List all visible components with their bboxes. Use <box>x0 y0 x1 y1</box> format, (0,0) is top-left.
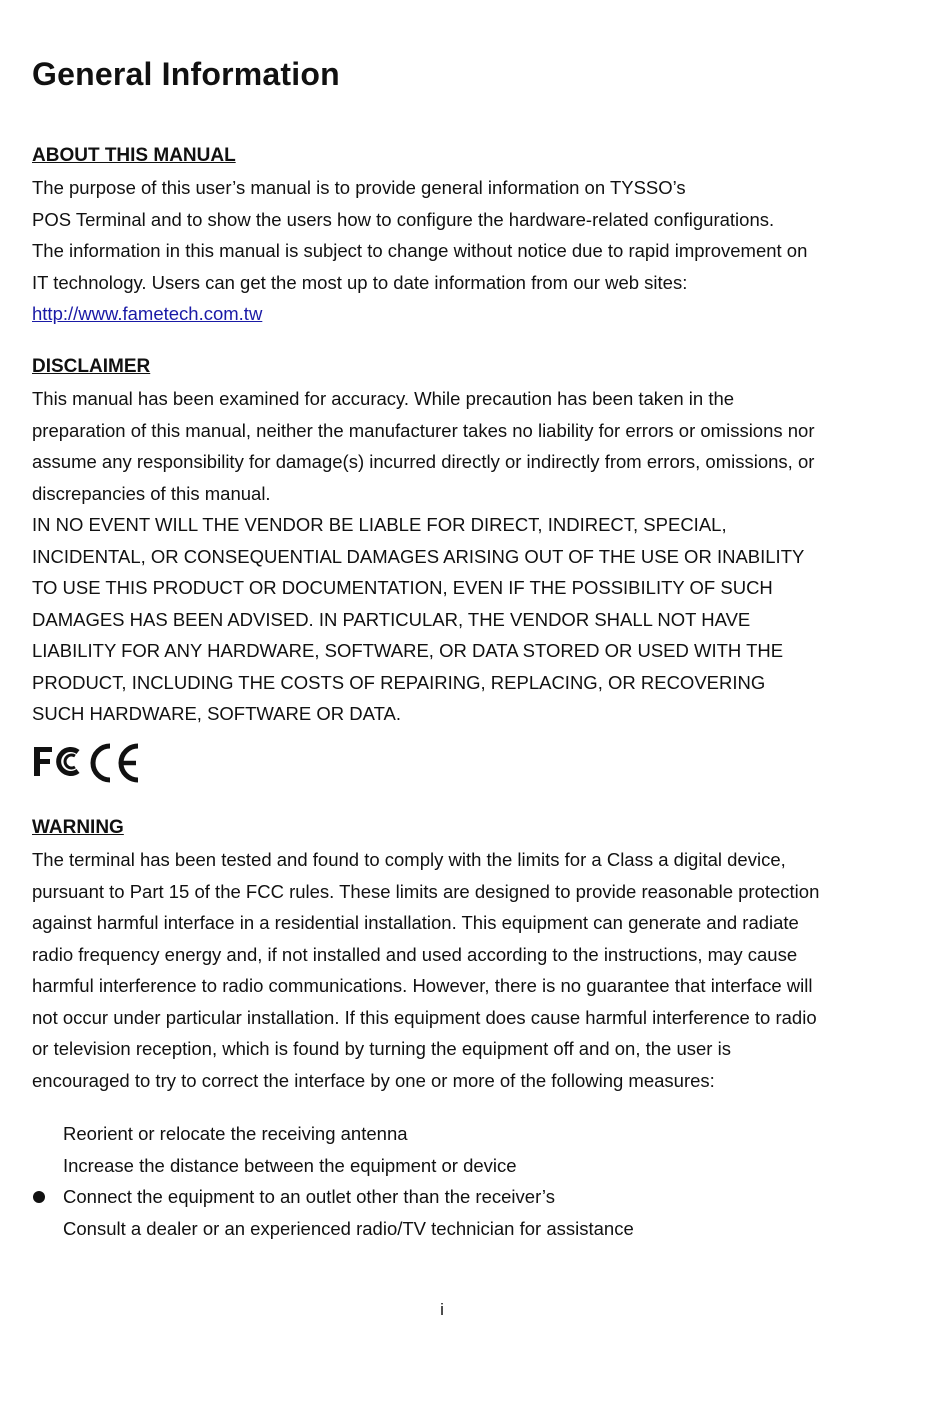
about-body <box>32 172 892 330</box>
disclaimer-line: TO USE THIS PRODUCT OR DOCUMENTATION, EVEN IF THE POSSIBILITY OF SUCH <box>32 577 773 598</box>
bullet-icon <box>33 1191 45 1203</box>
page-number: i <box>440 1300 444 1319</box>
warning-line: or television reception, which is found by turning the equipment off and on, the user is <box>32 1038 731 1059</box>
disclaimer-body <box>32 383 892 730</box>
list-item: Connect the equipment to an outlet other than the receiver’s <box>32 1181 892 1213</box>
about-line: The purpose of this user’s manual is to provide general information on TYSSO’s <box>32 177 686 198</box>
disclaimer-line: INCIDENTAL, OR CONSEQUENTIAL DAMAGES ARISING OUT OF THE USE OR INABILITY <box>32 545 805 567</box>
fcc-logo <box>34 747 78 776</box>
disclaimer-line: PRODUCT, INCLUDING THE COSTS OF REPAIRING, REPLACING, OR RECOVERING <box>32 671 766 693</box>
page-title: General Information <box>32 56 340 92</box>
disclaimer-line: assume any responsibility for damage(s) incurred directly or indirectly from errors, omissions, or <box>32 451 815 472</box>
list-item: Increase the distance between the equipment or device <box>63 1154 517 1176</box>
disclaimer-line: LIABILITY FOR ANY HARDWARE, SOFTWARE, OR DATA STORED OR USED WITH THE <box>32 640 784 661</box>
compliance-logos <box>32 740 142 784</box>
warning-line: encouraged to try to correct the interface by one or more of the following measures: <box>32 1069 715 1091</box>
disclaimer-line: IN NO EVENT WILL THE VENDOR BE LIABLE FOR DIRECT, INDIRECT, SPECIAL, <box>32 514 727 535</box>
about-line: IT technology. Users can get the most up to date information from our web sites: <box>32 271 688 293</box>
disclaimer-line: preparation of this manual, neither the manufacturer takes no liability for errors or omissions nor <box>32 419 815 441</box>
warning-line: pursuant to Part 15 of the FCC rules. These limits are designed to provide reasonable protection <box>32 880 820 902</box>
about-heading: ABOUT THIS MANUAL <box>32 145 236 166</box>
measures-list <box>32 1118 892 1244</box>
warning-line: radio frequency energy and, if not installed and used according to the instructions, may cause <box>32 943 798 965</box>
warning-heading: WARNING <box>32 817 124 838</box>
warning-body <box>32 844 892 1096</box>
warning-line: against harmful interface in a residential installation. This equipment can generate and radiate <box>32 912 799 933</box>
warning-line: not occur under particular installation. If this equipment does cause harmful interference to radio <box>32 1006 817 1028</box>
warning-line: The terminal has been tested and found to comply with the limits for a Class a digital device, <box>32 849 786 870</box>
ce-logo <box>93 746 138 780</box>
disclaimer-heading: DISCLAIMER <box>32 356 151 377</box>
website-link[interactable]: http://www.fametech.com.tw <box>32 303 263 324</box>
warning-line: harmful interference to radio communications. However, there is no guarantee that interface will <box>32 975 813 996</box>
disclaimer-line: DAMAGES HAS BEEN ADVISED. IN PARTICULAR, THE VENDOR SHALL NOT HAVE <box>32 608 751 630</box>
list-item: Consult a dealer or an experienced radio/TV technician for assistance <box>63 1217 634 1239</box>
disclaimer-line: This manual has been examined for accuracy. While precaution has been taken in the <box>32 388 735 409</box>
list-item: Reorient or relocate the receiving antenna <box>63 1123 408 1144</box>
disclaimer-line: discrepancies of this manual. <box>32 482 271 504</box>
about-line: POS Terminal and to show the users how to configure the hardware-related configurations. <box>32 208 775 230</box>
about-line: The information in this manual is subject to change without notice due to rapid improvement on <box>32 240 808 261</box>
disclaimer-line: SUCH HARDWARE, SOFTWARE OR DATA. <box>32 703 401 724</box>
